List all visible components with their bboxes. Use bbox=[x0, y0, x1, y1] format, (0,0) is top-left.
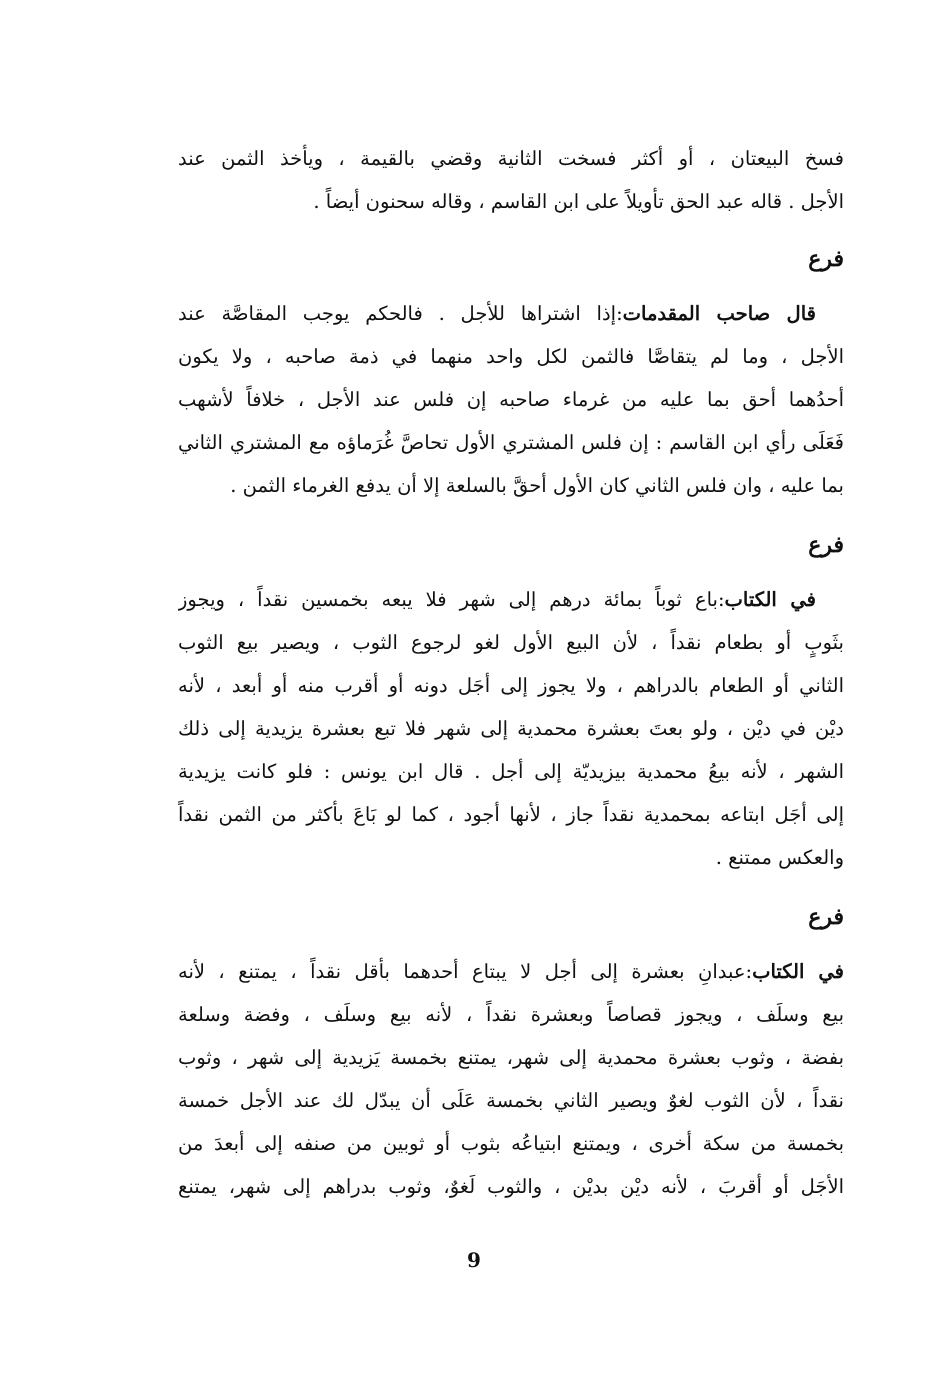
text-line: بثَوبٍ أو بطعام نقداً ، لأن البيع الأول لغو لرجوع الثوب ، ويصير بيع الثوب bbox=[178, 631, 844, 654]
text-line: نقداً ، لأن الثوب لغوٌ ويصير الثاني بخمسة عَلَى أن يبدّل لك عند الأجل خمسة bbox=[178, 1089, 844, 1112]
text-line: الأجل ، وما لم يتقاصَّا فالثمن لكل واحد منهما في ذمة صاحبه ، ولا يكون bbox=[178, 345, 844, 368]
paragraph-4 bbox=[178, 950, 844, 1208]
paragraph-1 bbox=[178, 137, 844, 223]
paragraph-lead: في الكتاب bbox=[752, 960, 844, 983]
text-line: فَعَلَى رأي ابن القاسم : إن فلس المشتري الأول تحاصَّ غُرَماؤه مع المشتري الثاني bbox=[178, 431, 844, 454]
text-line: فسخ البيعتان ، أو أكثر فسخت الثانية وقضي بالقيمة ، ويأخذ الثمن عند bbox=[178, 147, 844, 170]
text-line: بيع وسلَف ، ويجوز قصاصاً وبعشرة نقداً ، لأنه بيع وسلَف ، وفضة وسلعة bbox=[178, 1003, 844, 1026]
section-heading-3: فرع bbox=[808, 904, 844, 930]
text-line: الأجَل أو أقربَ ، لأنه ديْن بديْن ، والثوب لَغوٌ، وثوب بدراهم إلى شهر، يمتنع bbox=[178, 1175, 844, 1198]
text-line: الأجل . قاله عبد الحق تأويلاً على ابن القاسم ، وقاله سحنون أيضاً . bbox=[313, 190, 844, 213]
text-line bbox=[178, 578, 844, 621]
text-line: بخمسة من سكة أخرى ، ويمتنع ابتياعُه بثوب أو ثوبين من صنفه إلى أبعدَ من bbox=[178, 1132, 844, 1155]
section-heading-1: فرع bbox=[808, 246, 844, 272]
page-number: 9 bbox=[467, 1248, 481, 1272]
text-line: بما عليه ، وان فلس الثاني كان الأول أحقَّ بالسلعة إلا أن يدفع الغرماء الثمن . bbox=[230, 474, 844, 497]
text-run: :باع ثوباً بمائة درهم إلى شهر فلا يبعه بخمسين نقداً ، ويجوز bbox=[178, 588, 725, 611]
text-line: بفضة ، وثوب بعشرة محمدية إلى شهر، يمتنع بخمسة يَزيدية إلى شهر ، وثوب bbox=[178, 1046, 844, 1069]
text-line: ديْن في ديْن ، ولو بعتَ بعشرة محمدية إلى شهر فلا تبع بعشرة يزيدية إلى ذلك bbox=[178, 717, 844, 740]
section-heading-2: فرع bbox=[808, 532, 844, 558]
paragraph-lead: قال صاحب المقدمات bbox=[622, 302, 816, 325]
paragraph-3 bbox=[178, 578, 844, 879]
text-line: الثاني أو الطعام بالدراهم ، ولا يجوز إلى أجَل دونه أو أقرب منه أو أبعد ، لأنه bbox=[178, 674, 844, 697]
text-line: أحدُهما أحق بما عليه من غرماء صاحبه إن فلس عند الأجل ، خلافاً لأشهب bbox=[178, 388, 844, 411]
text-line bbox=[178, 950, 844, 993]
text-line: إلى أجَل ابتاعه بمحمدية نقداً جاز ، لأنها أجود ، كما لو بَاعَ بأكثر من الثمن نقداً bbox=[178, 803, 844, 826]
text-run: :عبدانِ بعشرة إلى أجل لا يبتاع أحدهما بأقل نقداً ، يمتنع ، لأنه bbox=[178, 960, 753, 983]
paragraph-2 bbox=[178, 292, 844, 507]
text-run: :إذا اشتراها للأجل . فالحكم يوجب المقاصَّة عند bbox=[178, 302, 623, 325]
text-line bbox=[178, 292, 844, 335]
text-line: الشهر ، لأنه بيعُ محمدية بيزيديّة إلى أجل . قال ابن يونس : فلو كانت يزيدية bbox=[178, 760, 844, 783]
paragraph-lead: في الكتاب bbox=[724, 588, 816, 611]
text-line: والعكس ممتنع . bbox=[715, 846, 844, 869]
